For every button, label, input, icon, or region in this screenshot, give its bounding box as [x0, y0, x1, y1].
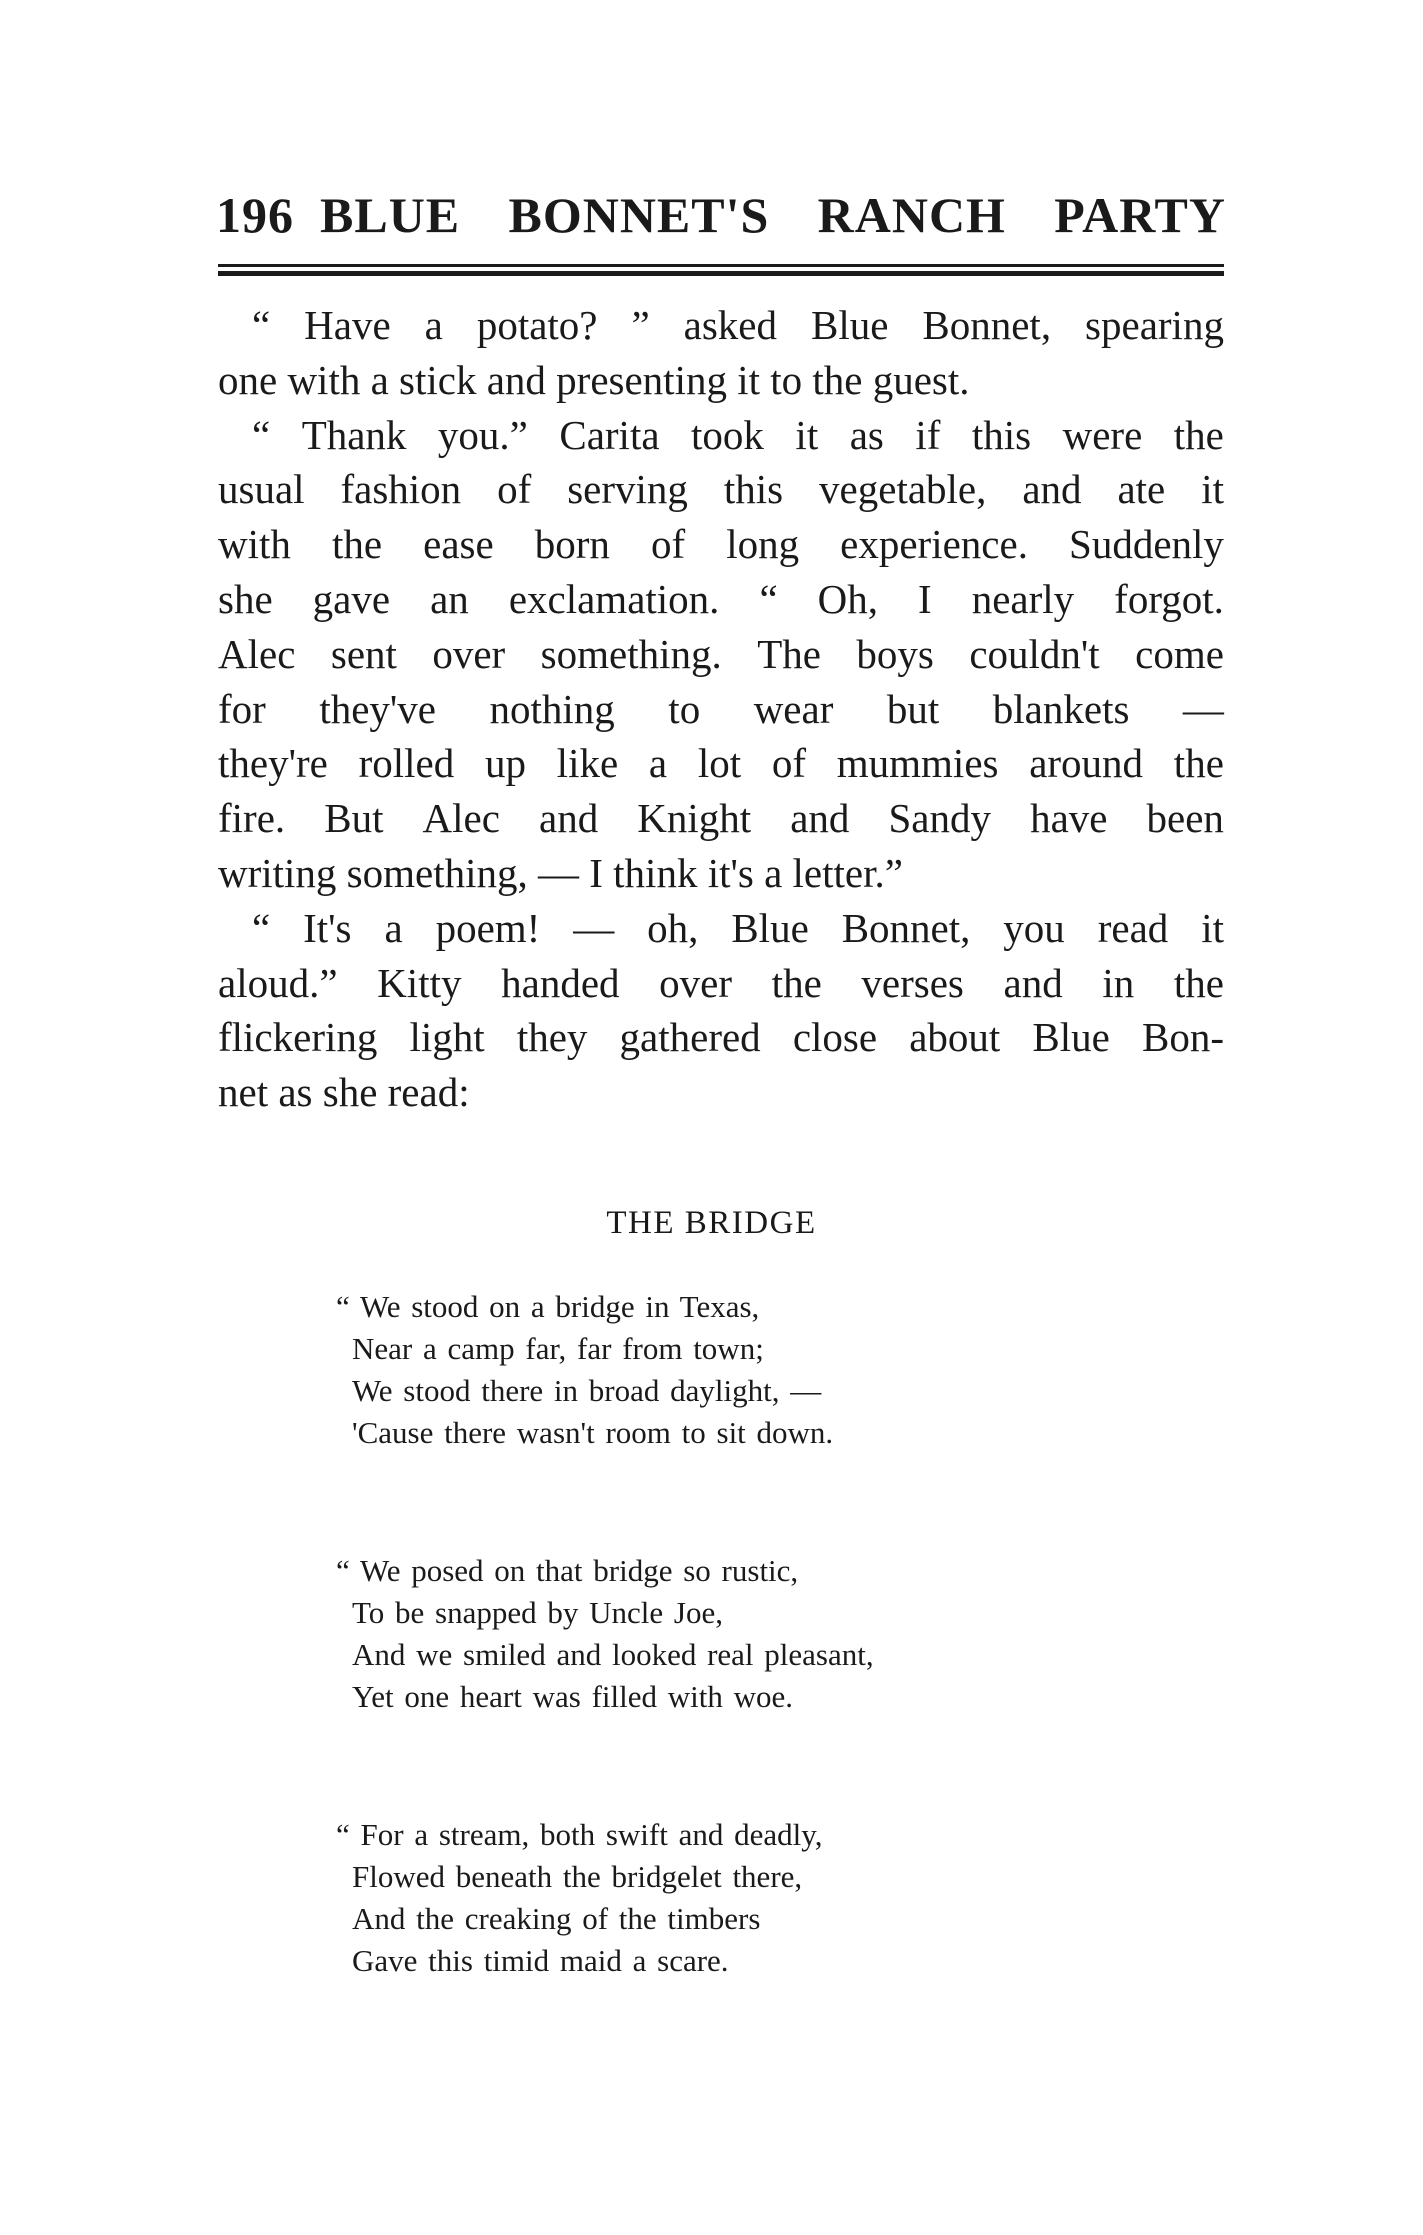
- verse-line: To be snapped by Uncle Joe,: [352, 1595, 723, 1630]
- running-head: BLUE BONNET'S RANCH PARTY: [320, 187, 1226, 243]
- prose-line: they're rolled up like a lot of mummies around the: [218, 740, 1224, 787]
- poem-stanza: [328, 1286, 1088, 1454]
- prose-line: “ It's a poem! — oh, Blue Bonnet, you read it: [252, 904, 1224, 951]
- poem-body: [328, 1286, 1088, 2078]
- verse-line: We stood there in broad daylight, —: [352, 1373, 822, 1408]
- header-rule-thick: [218, 271, 1224, 276]
- verse-line: Yet one heart was filled with woe.: [352, 1679, 794, 1714]
- prose-line: with the ease born of long experience. Suddenly: [218, 521, 1224, 568]
- prose-line: “ Have a potato? ” asked Blue Bonnet, spearing: [252, 302, 1224, 348]
- prose-line: usual fashion of serving this vegetable, and ate it: [218, 466, 1224, 513]
- poem-stanza: [328, 1550, 1088, 1718]
- verse-line: And the creaking of the timbers: [352, 1901, 761, 1936]
- prose-line: she gave an exclamation. “ Oh, I nearly forgot.: [218, 575, 1224, 622]
- prose-line: “ Thank you.” Carita took it as if this were the: [252, 411, 1224, 458]
- prose-line: for they've nothing to wear but blankets —: [218, 685, 1224, 732]
- prose-line: one with a stick and presenting it to the guest.: [218, 356, 970, 403]
- prose-line: writing something, — I think it's a letter.”: [218, 849, 903, 896]
- prose-line: fire. But Alec and Knight and Sandy have been: [218, 795, 1224, 842]
- prose-line: flickering light they gathered close about Blue Bon-: [218, 1014, 1224, 1061]
- verse-line: “ We stood on a bridge in Texas,: [336, 1289, 760, 1324]
- verse-line: “ We posed on that bridge so rustic,: [336, 1553, 799, 1588]
- page-number: 196: [216, 187, 294, 243]
- page-header: [216, 186, 1226, 256]
- poem-stanza: [328, 1814, 1088, 1982]
- prose-line: net as she read:: [218, 1069, 470, 1116]
- header-rule-thin: [218, 264, 1224, 267]
- poem-title: THE BRIDGE: [606, 1205, 817, 1241]
- verse-line: “ For a stream, both swift and deadly,: [336, 1817, 823, 1852]
- verse-line: Near a camp far, far from town;: [352, 1331, 764, 1366]
- verse-line: Gave this timid maid a scare.: [352, 1943, 729, 1978]
- prose-body: [218, 298, 1224, 1120]
- verse-line: 'Cause there wasn't room to sit down.: [352, 1415, 834, 1450]
- prose-line: aloud.” Kitty handed over the verses and in the: [218, 959, 1224, 1006]
- verse-line: Flowed beneath the bridgelet there,: [352, 1859, 803, 1894]
- verse-line: And we smiled and looked real pleasant,: [352, 1637, 874, 1672]
- prose-line: Alec sent over something. The boys couldn't come: [218, 630, 1224, 677]
